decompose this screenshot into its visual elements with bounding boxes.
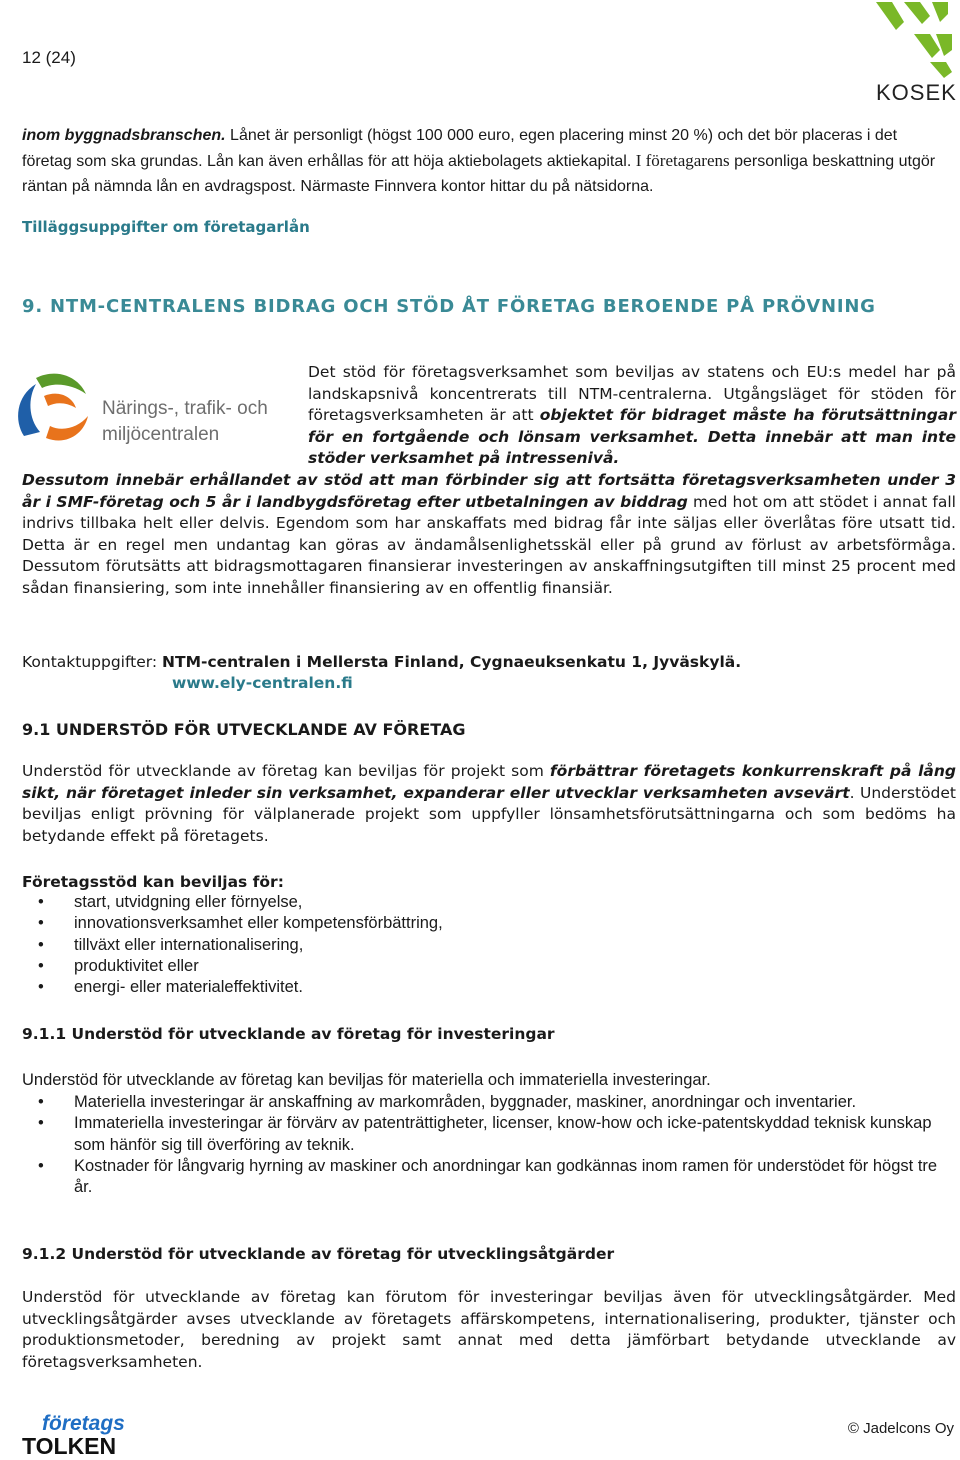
contact-info: [22, 650, 741, 674]
section-9-1-heading: 9.1 UNDERSTÖD FÖR UTVECKLANDE AV FÖRETAG: [22, 720, 466, 739]
section-9-paragraph-b: [22, 470, 956, 599]
ely-emblem-icon: [6, 366, 296, 454]
bullet-icon: •: [38, 935, 44, 954]
bullet-icon: •: [38, 1093, 44, 1111]
list-item: • Kostnader för långvarig hyrning av maskiner och anordningar kan godkännas inom ramen för understödet för högst tre år.: [38, 1156, 938, 1197]
ely-website-link[interactable]: www.ely-centralen.fi: [172, 674, 353, 692]
ely-logo: [6, 366, 296, 454]
intro-tail: personliga beskattning utgör räntan på nämnda lån en avdragspost. Närmaste Finnvera kontor hittar du på nätsidorna.: [22, 153, 936, 195]
logo-bottom-text: TOLKEN: [22, 1433, 117, 1456]
investment-list: [38, 1092, 938, 1198]
kosek-logo: [874, 0, 957, 105]
support-list-title: Företagsstöd kan beviljas för:: [22, 873, 284, 891]
p9b-plain: med hot om att stödet i annat fall indrivs tillbaka helt eller delvis. Egendom som har anskaffats med bidrag får inte säljas eller överlåtas före utsatt tid. Detta är en regel men undantag kan göras av ändamålsenlighetsskäl eller på grund av förlust av arbetsförmåga. Dessutom förutsätts att bidragsmottagaren finansierar investeringen av anskaffningsutgiften till minst 25 procent med sådan finansiering, som inte innehåller finansiering av en offentlig finansiär.: [22, 492, 956, 597]
contact-label: Kontaktuppgifter:: [22, 653, 158, 671]
contact-value: NTM-centralen i Mellersta Finland, Cygnaeuksenkatu 1, Jyväskylä.: [162, 653, 742, 671]
kosek-wordmark: KOSEK: [876, 80, 957, 105]
section-9-1-2-paragraph: Understöd för utvecklande av företag kan förutom för investeringar beviljas även för utvecklingsåtgärder. Med utvecklingsåtgärder avses utvecklande av företagets affärskompetens, internationalisering, produkter, tjänster och produktionsmetoder, beredning av projekt samt annat med detta jämförbart betydande utvecklande av företagsverksamheten.: [22, 1288, 956, 1371]
ely-logo-line2: miljöcentralen: [102, 424, 220, 445]
section-9-1-1-heading: 9.1.1 Understöd för utvecklande av företag för investeringar: [22, 1025, 555, 1043]
kosek-chevrons-icon: [874, 0, 954, 80]
section-9-heading: 9. NTM-CENTRALENS BIDRAG OCH STÖD ÅT FÖRETAG BEROENDE PÅ PRÖVNING: [22, 296, 876, 317]
p9a-bold: objektet för bidraget måste ha förutsättningar för en fortgående och lönsam verksamhet. Detta innebär att man inte stöder verksamhet på intressenivå.: [308, 406, 957, 467]
section-9-1-2-heading: 9.1.2 Understöd för utvecklande av företag för utvecklingsåtgärder: [22, 1245, 615, 1263]
list-item: • tillväxt eller internationalisering,: [38, 935, 443, 956]
list-item: • innovationsverksamhet eller kompetensförbättring,: [38, 913, 443, 934]
support-list: [38, 892, 443, 998]
section-9-paragraph-a: [308, 362, 956, 470]
p9a-plain: Det stöd för företagsverksamhet som beviljas av statens och EU:s medel har på landskapsnivå koncentrerats till NTM-centralerna. Utgångsläget för stöden för företagsverksamheten är att: [308, 363, 956, 424]
p91-plain2: . Understödet beviljas enligt prövning för välplanerade projekt som uppfyller lönsamhetsförutsättningarna och som bedöms ha betydande effekt på företagets.: [22, 783, 956, 845]
bullet-icon: •: [38, 1114, 44, 1133]
intro-serif: I företagarens: [635, 151, 730, 170]
section-9-1-paragraph: [22, 761, 956, 847]
list-item: • produktivitet eller: [38, 956, 443, 977]
p91-plain1: Understöd för utvecklande av företag kan beviljas för projekt som: [22, 762, 544, 780]
bullet-icon: •: [38, 956, 44, 975]
list-item: • Materiella investeringar är anskaffning av markområden, byggnader, maskiner, anordningar och inventarier.: [38, 1092, 938, 1113]
bullet-icon: •: [38, 914, 44, 933]
copyright: © Jadelcons Oy: [847, 1420, 954, 1437]
intro-body: Lånet är personligt (högst 100 000 euro, egen placering minst 20 %) och det bör placeras i det företag som ska grundas. Lån kan även erhållas för att höja aktiebolagets aktiekapital.: [22, 127, 898, 170]
p9b-bold: Dessutom innebär erhållandet av stöd att man förbinder sig att fortsätta företagsverksamheten under 3 år i SMF-företag och 5 år i landbygdsföretag efter utbetalningen av biddrag: [22, 471, 956, 511]
ely-logo-line1: Närings-, trafik- och: [102, 398, 268, 419]
section-9-1-1-paragraph: Understöd för utvecklande av företag kan beviljas för materiella och immateriella investeringar.: [22, 1071, 711, 1089]
page-number: 12 (24): [22, 48, 76, 67]
foretagarlan-link[interactable]: Tilläggsuppgifter om företagarlån: [22, 218, 310, 236]
list-item: • Immateriella investeringar är förvärv av patenträttigheter, licenser, know-how och icke-patentskyddad teknisk kunskap som hänför sig till överföring av teknik.: [38, 1114, 932, 1154]
list-item: • start, utvidgning eller förnyelse,: [38, 892, 443, 913]
list-item: • energi- eller materialeffektivitet.: [38, 977, 443, 998]
intro-paragraph: [22, 123, 937, 199]
logo-top-text: företags: [42, 1412, 125, 1435]
bullet-icon: •: [38, 893, 44, 911]
p91-bold: förbättrar företagets konkurrenskraft på lång sikt, när företaget inleder sin verksamhet, expanderar eller utvecklar verksamheten avsevärt: [22, 762, 956, 802]
bullet-icon: •: [38, 978, 44, 997]
foretagstolken-logo: [22, 1410, 152, 1456]
intro-lead: inom byggnadsbranschen.: [22, 127, 226, 144]
bullet-icon: •: [38, 1156, 44, 1175]
